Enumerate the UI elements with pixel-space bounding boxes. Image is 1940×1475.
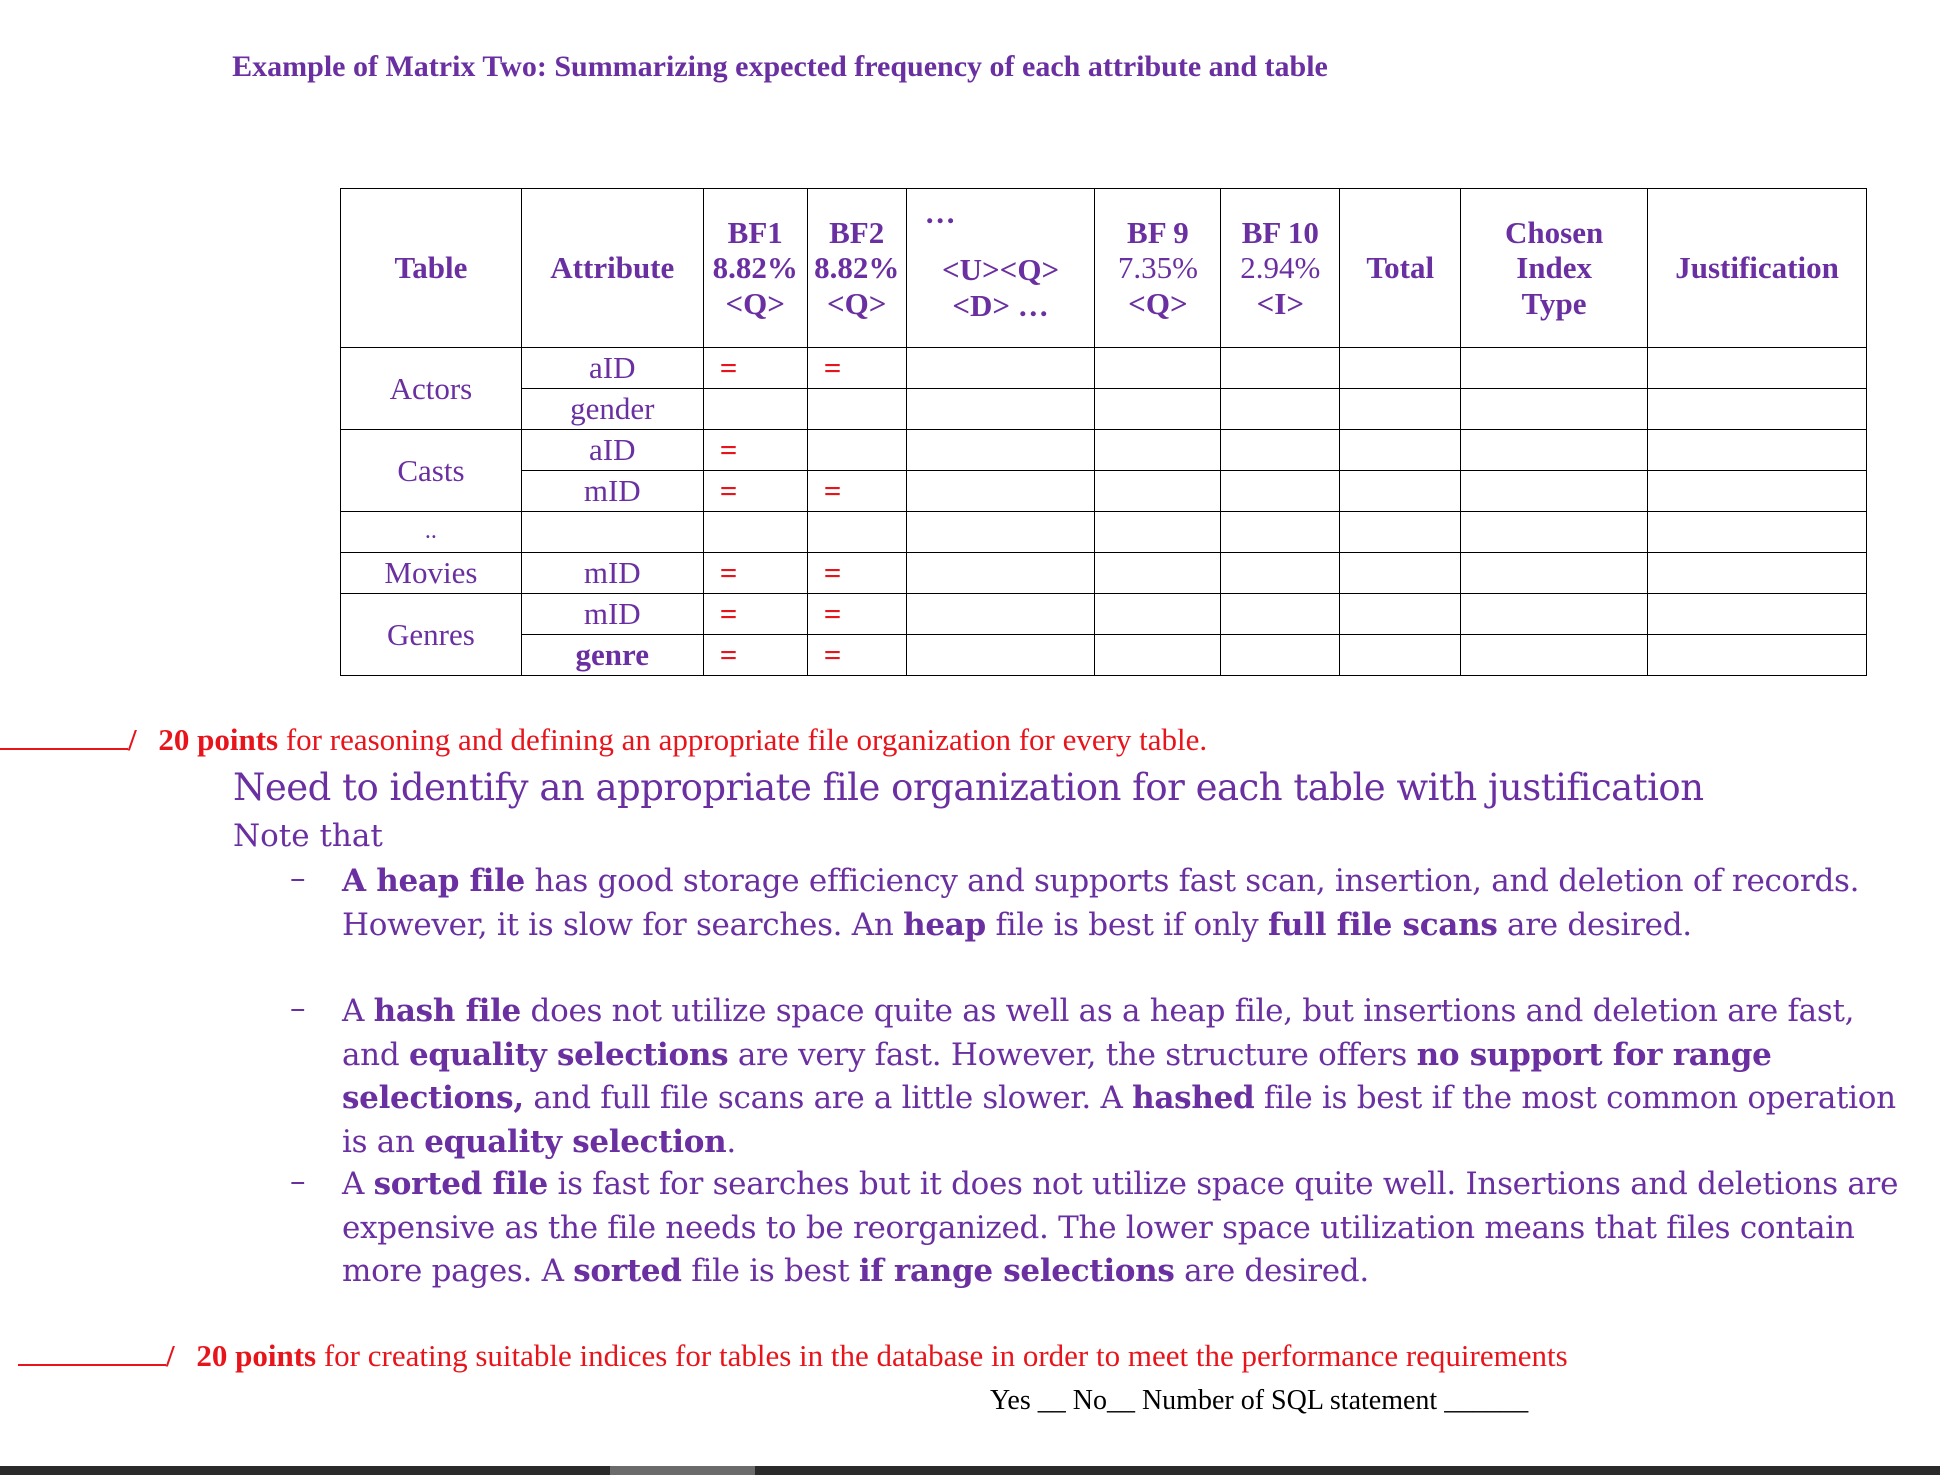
points-line-file-organization — [0, 722, 1207, 758]
eq-mark: = — [703, 553, 807, 594]
empty-cell[interactable] — [906, 553, 1095, 594]
empty-cell[interactable] — [1648, 635, 1867, 676]
table-row — [341, 512, 1867, 553]
bold-term: equality selection — [424, 1123, 727, 1160]
empty-cell[interactable] — [1095, 471, 1221, 512]
more-tables-dots: .. — [341, 512, 522, 553]
empty-cell[interactable] — [1340, 389, 1461, 430]
text-span: A — [342, 1166, 374, 1202]
bullet-dash: – — [290, 990, 306, 1026]
chosen-label: Chosen — [1505, 214, 1604, 250]
text-span: are desired. — [1174, 1253, 1369, 1289]
text-span: is fast for searches but it does not utilize space quite well. Insertions and deletions are expensive as the file needs to be reorganized. The lower space utilization means that files contain more pages. A — [342, 1166, 1899, 1289]
table-name-genres: Genres — [341, 594, 522, 676]
header-attribute: Attribute — [521, 189, 703, 348]
bf2-type: <Q> — [826, 285, 887, 321]
yes-no-sql-count-line[interactable]: Yes __ No__ Number of SQL statement ______ — [990, 1385, 1529, 1416]
empty-cell[interactable] — [1461, 471, 1648, 512]
bf9-percent: 7.35% — [1117, 250, 1198, 286]
score-blank[interactable] — [0, 724, 128, 750]
bold-term: A heap file — [342, 863, 525, 899]
empty-cell[interactable] — [1648, 471, 1867, 512]
empty-cell[interactable] — [1095, 553, 1221, 594]
header-total: Total — [1340, 189, 1461, 348]
bottom-bar — [0, 1466, 1940, 1475]
eq-mark: = — [703, 430, 807, 471]
bf1-type: <Q> — [725, 285, 785, 321]
bf2-percent: 8.82% — [814, 250, 900, 286]
bullet-text — [342, 990, 1902, 1164]
empty-cell[interactable] — [906, 635, 1095, 676]
empty-cell[interactable] — [1095, 635, 1221, 676]
bullet-dash: – — [290, 860, 306, 896]
empty-cell[interactable] — [906, 348, 1095, 389]
page-title: Example of Matrix Two: Summarizing expected frequency of each attribute and table — [232, 50, 1328, 83]
table-row — [341, 430, 1867, 471]
empty-cell[interactable] — [906, 430, 1095, 471]
empty-cell[interactable] — [906, 594, 1095, 635]
note-label: Note that — [233, 818, 383, 854]
points-description: for creating suitable indices for tables in the database in order to meet the performance requirements — [316, 1338, 1568, 1373]
points-line-indices — [18, 1338, 1568, 1374]
bullet-text — [342, 1163, 1902, 1294]
table-name-actors: Actors — [341, 348, 522, 430]
empty-cell[interactable] — [1461, 553, 1648, 594]
empty-cell[interactable] — [1340, 635, 1461, 676]
empty-cell[interactable] — [906, 512, 1095, 553]
empty-cell[interactable] — [1340, 430, 1461, 471]
empty-cell[interactable] — [1461, 512, 1648, 553]
header-bf1 — [703, 189, 807, 348]
empty-cell[interactable] — [1221, 594, 1340, 635]
attribute-cell: gender — [521, 389, 703, 430]
empty-cell[interactable] — [703, 389, 807, 430]
points-label: 20 points — [196, 1338, 317, 1373]
header-table: Table — [341, 189, 522, 348]
index-label: Index — [1516, 250, 1593, 286]
empty-cell[interactable] — [1221, 471, 1340, 512]
bold-term: hashed — [1132, 1080, 1255, 1116]
header-bf2 — [807, 189, 906, 348]
header-bf10 — [1221, 189, 1340, 348]
empty-cell[interactable] — [1340, 594, 1461, 635]
empty-cell[interactable] — [1461, 635, 1648, 676]
eq-mark: = — [807, 348, 906, 389]
points-description: for reasoning and defining an appropriate file organization for every table. — [278, 722, 1208, 757]
empty-cell[interactable] — [1095, 512, 1221, 553]
eq-mark: = — [807, 471, 906, 512]
bold-term: sorted — [573, 1253, 682, 1289]
header-more — [906, 189, 1095, 348]
header-bf9 — [1095, 189, 1221, 348]
bold-term: sorted file — [373, 1166, 548, 1202]
empty-cell[interactable] — [1221, 430, 1340, 471]
table-name-movies: Movies — [341, 553, 522, 594]
empty-cell[interactable] — [1340, 512, 1461, 553]
d-label: <D> … — [952, 288, 1049, 323]
empty-cell[interactable] — [1648, 594, 1867, 635]
attribute-cell: mID — [521, 594, 703, 635]
score-slash: / — [166, 1338, 175, 1373]
text-span: . — [726, 1123, 736, 1160]
bf1-label: BF1 — [727, 214, 783, 250]
text-span: are desired. — [1497, 906, 1692, 943]
text-span: file is best — [681, 1253, 859, 1289]
table-row — [341, 389, 1867, 430]
type-label: Type — [1521, 285, 1587, 321]
table-row — [341, 553, 1867, 594]
table-row — [341, 471, 1867, 512]
empty-cell[interactable] — [1648, 348, 1867, 389]
empty-cell[interactable] — [1648, 512, 1867, 553]
empty-cell[interactable] — [1095, 594, 1221, 635]
empty-cell[interactable] — [1461, 430, 1648, 471]
empty-cell[interactable] — [1461, 594, 1648, 635]
empty-cell[interactable] — [807, 389, 906, 430]
empty-cell[interactable] — [1461, 389, 1648, 430]
bf9-type: <Q> — [1128, 285, 1188, 321]
empty-cell[interactable] — [1221, 389, 1340, 430]
empty-cell[interactable] — [1221, 512, 1340, 553]
bottom-bar-segment — [610, 1466, 755, 1475]
eq-mark: = — [807, 553, 906, 594]
bf1-percent: 8.82% — [712, 250, 798, 286]
text-span: A — [342, 993, 374, 1029]
bold-term: heap — [903, 906, 986, 943]
empty-cell[interactable] — [1340, 471, 1461, 512]
bf10-percent: 2.94% — [1240, 250, 1321, 286]
bullet-text — [342, 860, 1902, 947]
empty-cell[interactable] — [1095, 389, 1221, 430]
score-blank[interactable] — [18, 1340, 166, 1366]
empty-cell[interactable] — [1461, 348, 1648, 389]
empty-cell[interactable] — [1095, 348, 1221, 389]
empty-cell[interactable] — [1221, 635, 1340, 676]
attribute-cell: mID — [521, 471, 703, 512]
eq-mark: = — [703, 594, 807, 635]
table-row — [341, 594, 1867, 635]
empty-cell[interactable] — [521, 512, 703, 553]
empty-cell[interactable] — [906, 389, 1095, 430]
instruction-heading: Need to identify an appropriate file organization for each table with justification — [233, 766, 1704, 809]
bf10-label: BF 10 — [1241, 214, 1319, 250]
bf10-type: <I> — [1256, 285, 1305, 321]
empty-cell[interactable] — [703, 512, 807, 553]
empty-cell[interactable] — [906, 471, 1095, 512]
eq-mark: = — [703, 471, 807, 512]
eq-mark: = — [703, 635, 807, 676]
bold-term: full file scans — [1267, 906, 1498, 943]
ellipsis-top: … — [924, 195, 956, 230]
table-row — [341, 348, 1867, 389]
empty-cell[interactable] — [1221, 348, 1340, 389]
empty-cell[interactable] — [807, 512, 906, 553]
text-span: and full file scans are a little slower. A — [523, 1080, 1133, 1116]
bold-term: no support for range selections, — [342, 1036, 1772, 1116]
empty-cell[interactable] — [1095, 430, 1221, 471]
attribute-cell: mID — [521, 553, 703, 594]
attribute-cell: aID — [521, 430, 703, 471]
empty-cell[interactable] — [1340, 553, 1461, 594]
eq-mark: = — [807, 594, 906, 635]
header-row — [341, 189, 1867, 348]
table-name-casts: Casts — [341, 430, 522, 512]
score-slash: / — [128, 722, 137, 757]
empty-cell[interactable] — [1221, 553, 1340, 594]
udq-label: <U><Q> — [941, 252, 1060, 288]
eq-mark: = — [703, 348, 807, 389]
bold-term: if range selections — [858, 1253, 1175, 1289]
attribute-cell: genre — [521, 635, 703, 676]
eq-mark: = — [807, 635, 906, 676]
text-span: file is best if only — [985, 906, 1268, 943]
points-label: 20 points — [158, 722, 279, 757]
bold-term: hash file — [373, 993, 521, 1029]
bf2-label: BF2 — [829, 214, 885, 250]
bf9-label: BF 9 — [1127, 214, 1189, 250]
table-row — [341, 635, 1867, 676]
empty-cell[interactable] — [1648, 389, 1867, 430]
text-span: does not utilize space quite as well as a heap file, but insertions and deletion are fast, and — [342, 993, 1855, 1073]
attribute-cell: aID — [521, 348, 703, 389]
empty-cell[interactable] — [1648, 430, 1867, 471]
bold-term: equality selections — [408, 1036, 729, 1073]
empty-cell[interactable] — [807, 430, 906, 471]
empty-cell[interactable] — [1648, 553, 1867, 594]
header-chosen-index-type — [1461, 189, 1648, 348]
header-justification: Justification — [1648, 189, 1867, 348]
text-span: are very fast. However, the structure offers — [728, 1036, 1417, 1073]
frequency-matrix-table — [340, 188, 1867, 676]
text-span: file is best if the most common operation is an — [342, 1080, 1896, 1160]
text-span: has good storage efficiency and supports fast scan, insertion, and deletion of records. However, it is slow for searches. An — [342, 863, 1860, 943]
empty-cell[interactable] — [1340, 348, 1461, 389]
bullet-dash: – — [290, 1163, 306, 1199]
